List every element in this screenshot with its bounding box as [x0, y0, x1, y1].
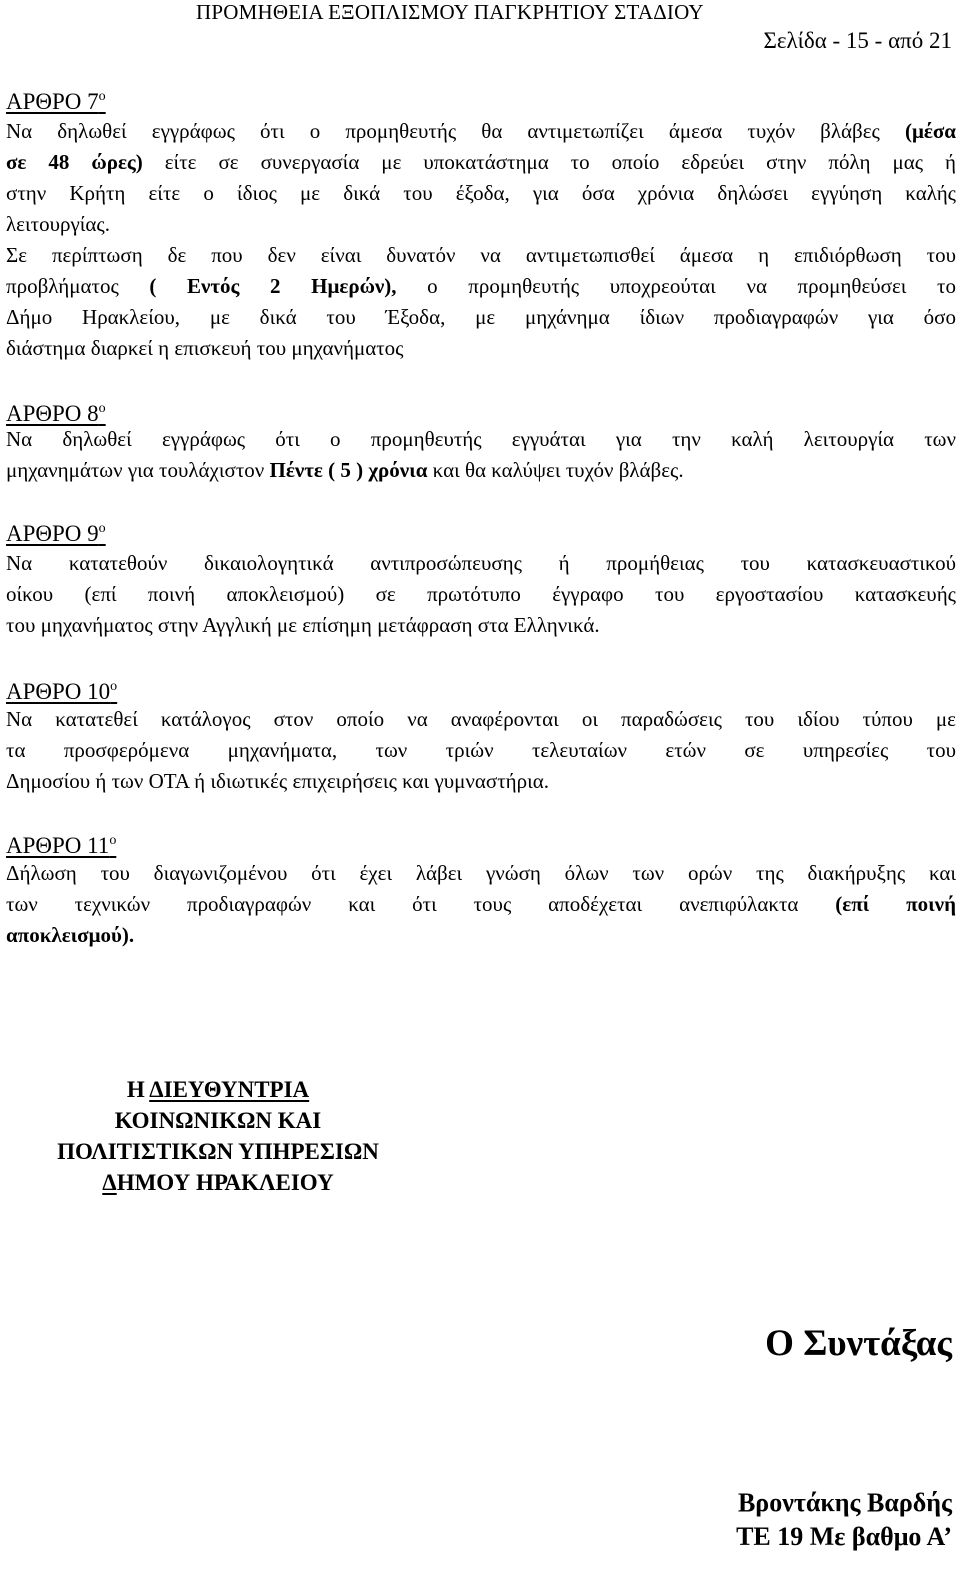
article-8-line-2: μηχανημάτων για τουλάχιστον Πέντε ( 5 ) χρόνια και θα καλύψει τυχόν βλάβες.	[6, 458, 684, 482]
article-10-body	[6, 704, 956, 797]
article-7-body	[6, 116, 956, 240]
article-9-heading	[6, 516, 106, 547]
article-7-p2-line-1: Σε περίπτωση δε που δεν είναι δυνατόν να αντιμετωπισθεί άμεσα η επιδιόρθωση του	[6, 243, 956, 267]
article-9-line-1: Να κατατεθούν δικαιολογητικά αντιπροσώπευσης ή προμήθειας του κατασκευαστικού	[6, 551, 956, 575]
article-10-line-3: Δημοσίου ή των ΟΤΑ ή ιδιωτικές επιχειρήσεις και γυμναστήρια.	[6, 769, 550, 793]
article-7-p2-line-2: προβλήματος ( Εντός 2 Ημερών), ο προμηθευτής υποχρεούται να προμηθεύσει το	[6, 274, 956, 298]
article-10-line-2: τα προσφερόμενα μηχανήματα, των τριών τελευταίων ετών σε υπηρεσίες του	[6, 738, 956, 762]
author-name: Βροντάκης Βαρδής	[737, 1488, 952, 1517]
article-11-heading-text: ΑΡΘΡΟ 11	[6, 833, 110, 858]
article-7-heading-text: ΑΡΘΡΟ 7	[6, 89, 99, 114]
article-11-line-1: Δήλωση του διαγωνιζομένου ότι έχει λάβει γνώση όλων των ορών της διακήρυξης και	[6, 861, 956, 885]
article-10-heading-text: ΑΡΘΡΟ 10	[6, 679, 111, 704]
article-11-heading	[6, 828, 116, 859]
article-9-line-2: οίκου (επί ποινή αποκλεισμού) σε πρωτότυπο έγγραφο του εργοστασίου κατασκευής	[6, 582, 956, 606]
article-7-line-3: στην Κρήτη είτε ο ίδιος με δικά του έξοδα, για όσα χρόνια δηλώσει εγγύηση καλής	[6, 181, 956, 205]
article-7-line-4: λειτουργίας.	[6, 212, 110, 236]
article-9-line-3: του μηχανήματος στην Αγγλική με επίσημη μετάφραση στα Ελληνικά.	[6, 613, 600, 637]
article-9-heading-sup: ο	[98, 521, 106, 536]
article-8-heading	[6, 396, 106, 427]
header-title: ΠΡΟΜΗΘΕΙΑ ΕΞΟΠΛΙΣΜΟΥ ΠΑΓΚΡΗΤΙΟΥ ΣΤΑΔΙΟΥ	[196, 0, 704, 24]
article-9-body	[6, 548, 956, 641]
signature-line-4-underlined: Δ	[102, 1170, 117, 1195]
signature-line-2: ΚΟΙΝΩΝΙΚΩΝ ΚΑΙ	[114, 1108, 322, 1133]
article-7-heading-sup: ο	[98, 89, 106, 104]
article-10-heading	[6, 674, 117, 705]
article-9-heading-text: ΑΡΘΡΟ 9	[6, 521, 99, 546]
article-8-body	[6, 424, 956, 486]
director-signature-block	[28, 1074, 408, 1198]
article-8-heading-text: ΑΡΘΡΟ 8	[6, 401, 99, 426]
article-10-heading-sup: ο	[110, 679, 118, 694]
article-11-heading-sup: ο	[109, 833, 117, 848]
signature-line-3: ΠΟΛΙΤΙΣΤΙΚΩΝ ΥΠΗΡΕΣΙΩΝ	[57, 1139, 379, 1164]
signature-line-1-underlined: ΔΙΕΥΘΥΝΤΡΙΑ	[149, 1077, 310, 1102]
signature-line-1: Η ΔΙΕΥΘΥΝΤΡΙΑ	[126, 1077, 310, 1102]
article-10-line-1: Να κατατεθεί κατάλογος στον οποίο να αναφέρονται οι παραδώσεις του ιδίου τύπου με	[6, 707, 956, 731]
article-8-line-1: Να δηλωθεί εγγράφως ότι ο προμηθευτής εγγυάται για την καλή λειτουργία των	[6, 427, 956, 451]
article-11-body	[6, 858, 956, 951]
page-number: Σελίδα - 15 - από 21	[763, 28, 952, 53]
article-11-line-3: αποκλεισμού).	[6, 923, 135, 947]
article-7-line-1: Να δηλωθεί εγγράφως ότι ο προμηθευτής θα αντιμετωπίζει άμεσα τυχόν βλάβες (μέσα	[6, 119, 956, 143]
article-7-p2-line-4: διάστημα διαρκεί η επισκευή του μηχανήματος	[6, 336, 404, 360]
author-block	[736, 1486, 952, 1554]
article-7-p2-line-3: Δήμο Ηρακλείου, με δικά του Έξοδα, με μηχάνημα ίδιων προδιαγραφών για όσο	[6, 305, 956, 329]
article-8-heading-sup: ο	[98, 401, 106, 416]
article-7-heading	[6, 84, 106, 115]
article-7-line-2: σε 48 ώρες) είτε σε συνεργασία με υποκατάστημα το οποίο εδρεύει στην πόλη μας ή	[6, 150, 956, 174]
article-7-body-2	[6, 240, 956, 364]
author-title: Ο Συντάξας	[765, 1323, 952, 1364]
author-role: ΤΕ 19 Με βαθμο Α’	[736, 1522, 952, 1551]
article-11-line-2: των τεχνικών προδιαγραφών και ότι τους αποδέχεται ανεπιφύλακτα (επί ποινή	[6, 892, 956, 916]
signature-line-4: ΔΗΜΟΥ ΗΡΑΚΛΕΙΟΥ	[102, 1170, 334, 1195]
